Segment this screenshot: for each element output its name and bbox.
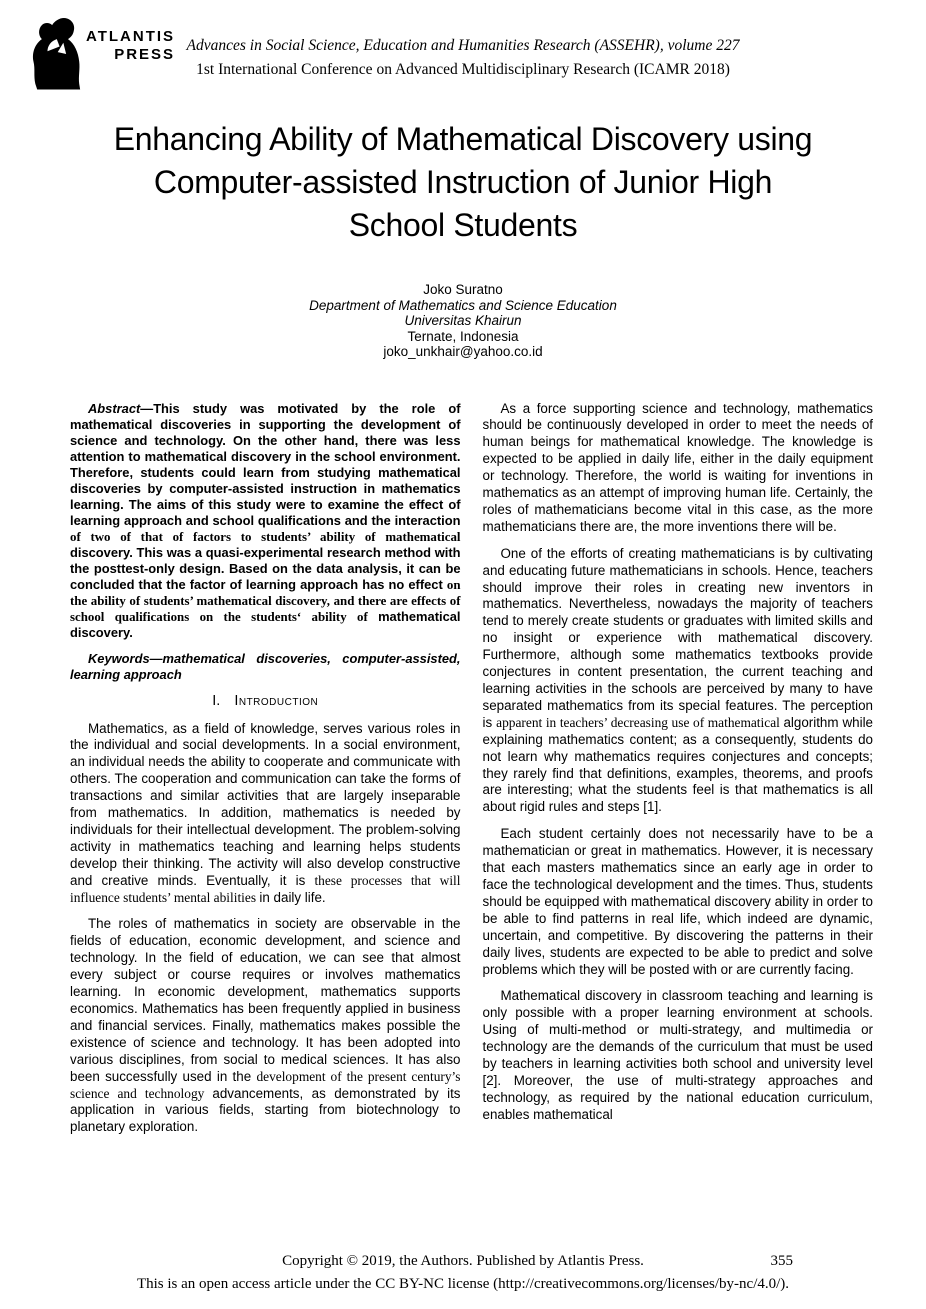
- author-block: [0, 282, 926, 360]
- text-run: Each student certainly does not necessarily have to be a mathematician or great in mathematics. However, it is necessary that each masters mathematics since an early age in order to face the technological development and the times. Thus, students should be equipped with mathematical discovery ability in order to be able to find patterns in real life, which indeed are dynamic, uncertain, and competitive. By discovering the patterns in their daily lives, students are expected to be able to predict and solve problems which they will be posted with or are currently facing.: [482, 826, 873, 977]
- text-run: development of the present century’s science and technology: [70, 1068, 461, 1101]
- article-body: [70, 401, 873, 1147]
- author-department: Department of Mathematics and Science Education: [309, 297, 617, 313]
- publisher-logo: [26, 13, 175, 95]
- left-column: [70, 401, 461, 1147]
- conference-line: 1st International Conference on Advanced Multidisciplinary Research (ICAMR 2018): [196, 61, 730, 78]
- section-title: Introduction: [234, 692, 319, 709]
- text-run: on the ability of students’ mathematical discovery, and there are effects of school qualifications on the students‘ ability of: [70, 577, 461, 624]
- text-run: The roles of mathematics in society are observable in the fields of education, economic development, and science and technology. In the field of education, we can see that almost every subject or course requires or involves mathematics learning. In economic development, mathematics supports economics. Mathematics has been frequently applied in business and financial services. Finally, mathematics makes possible the existence of science and technology. It has been adopted into various disciplines, from social to medical sciences. It has also been successfully used in the: [70, 916, 461, 1084]
- text-run: algorithm while explaining mathematics content; as a consequently, students do not learn why mathematics requires conjectures and concepts; they rarely find that definitions, examples, theorems, and proofs are interesting; what the students feel is that mathematics is all about rigid rules and steps [1].: [482, 714, 873, 815]
- text-run: —This study was motivated by the role of mathematical discoveries in supporting the development of science and technology. On the other hand, there was less attention to mathematical discovery in the school environment. Therefore, students could learn from studying mathematical discoveries by computer-assisted instruction in mathematics learning. The aims of this study were to examine the effect of learning approach and school qualifications and the interaction: [70, 400, 461, 528]
- paragraph: [483, 988, 874, 1123]
- paragraph: [483, 826, 874, 978]
- paragraph: [483, 546, 874, 817]
- footer-copyright: Copyright © 2019, the Authors. Published by Atlantis Press.: [282, 1253, 644, 1269]
- paper-title-line: School Students: [348, 207, 578, 243]
- text-run: advancements, as demonstrated by its application in various fields, starting from biotechnology to planetary exploration.: [70, 1085, 461, 1135]
- keywords-paragraph: [70, 651, 461, 683]
- page-footer: [0, 1250, 926, 1296]
- author-email: joko_unkhair@yahoo.co.id: [383, 344, 543, 359]
- text-run: mathematical discovery.: [70, 608, 461, 640]
- text-run: Mathematics, as a field of knowledge, serves various roles in the individual and social developments. In a social environment, an individual needs the ability to cooperate and communicate with others. The cooperation and communication can take the forms of transactions and similar activities that are largely inseparable from mathematics. In addition, mathematics is needed by individuals for their intellectual development. The problem-solving activity in mathematics teaching and learning helps students develop their thinking. The activity will also develop constructive and creative minds. Eventually, it is: [70, 720, 461, 888]
- keywords-label: Keywords: [88, 650, 150, 666]
- author-location: Ternate, Indonesia: [407, 328, 519, 344]
- text-run: Mathematical discovery in classroom teaching and learning is only possible with a proper learning environment at schools. Using of multi-method or multi-strategy, and multimedia or technology are the demands of the curriculum that must be used by teachers in learning activities both school and university level [2]. Moreover, the use of multi-strategy approaches and technology, as required by the national education curriculum, enables mathematical: [482, 988, 873, 1122]
- logo-word-press: PRESS: [114, 46, 176, 63]
- page-number: 355: [770, 1253, 793, 1269]
- paragraph: [70, 721, 461, 907]
- text-run: apparent in teachers’ decreasing use of mathematical: [496, 714, 784, 730]
- abstract-paragraph: [70, 401, 461, 641]
- logo-word-atlantis: ATLANTIS: [86, 28, 176, 45]
- footer-license: This is an open access article under the CC BY-NC license (http://creativecommons.org/licenses/by-nc/4.0/).: [136, 1276, 790, 1292]
- paper-title-line: Computer-assisted Instruction of Junior High: [153, 164, 773, 200]
- text-run: As a force supporting science and technology, mathematics should be continuously developed in order to meet the needs of human beings for mathematical knowledge. The knowledge is expected to be applied in daily life, either in the daily equipment or technology. Therefore, the world is waiting for inventions in mathematics as an attempt of improving human life. Certainly, the roles of mathematicians become vital in this case, as the more mathematicians there are, the more inventions there will be.: [482, 400, 873, 534]
- text-run: discovery. This was a quasi-experimental research method with the posttest-only design. Based on the data analysis, it can be concluded that the factor of learning approach has no effect: [70, 544, 461, 592]
- text-run: of two of that of factors to students’ ability of mathematical: [70, 529, 461, 544]
- author-university: Universitas Khairun: [404, 313, 522, 328]
- right-column: [483, 401, 874, 1147]
- text-run: in daily life.: [259, 889, 326, 905]
- publisher-logo-text: [86, 28, 175, 64]
- thinker-icon: [26, 13, 82, 95]
- section-number: I.: [212, 692, 221, 709]
- text-run: these processes that will influence students’ mental abilities: [70, 872, 461, 905]
- paper-title-line: Enhancing Ability of Mathematical Discovery using: [113, 121, 813, 157]
- keywords-text: —mathematical discoveries, computer-assisted, learning approach: [70, 650, 461, 682]
- paragraph: [483, 401, 874, 536]
- section-heading-introduction: [70, 693, 461, 709]
- journal-line: Advances in Social Science, Education and Humanities Research (ASSEHR), volume 227: [186, 37, 740, 54]
- paper-title: [0, 118, 926, 247]
- text-run: One of the efforts of creating mathematicians is by cultivating and educating future mathematicians in schools. Hence, teachers should improve their roles in creating new inventors in mathematics. Nevertheless, nowadays the majority of teachers tend to merely create students or graduates with limited skills and no insight or experience with mathematical discovery. Furthermore, although some mathematics textbooks provide conjectures in content presentation, the current teaching and learning activities in the schools are perceived by many to have separated mathematics from its special features. The perception is: [482, 545, 873, 730]
- text-run: Abstract: [88, 400, 141, 416]
- paragraph: [70, 916, 461, 1136]
- author-name: Joko Suratno: [423, 282, 503, 297]
